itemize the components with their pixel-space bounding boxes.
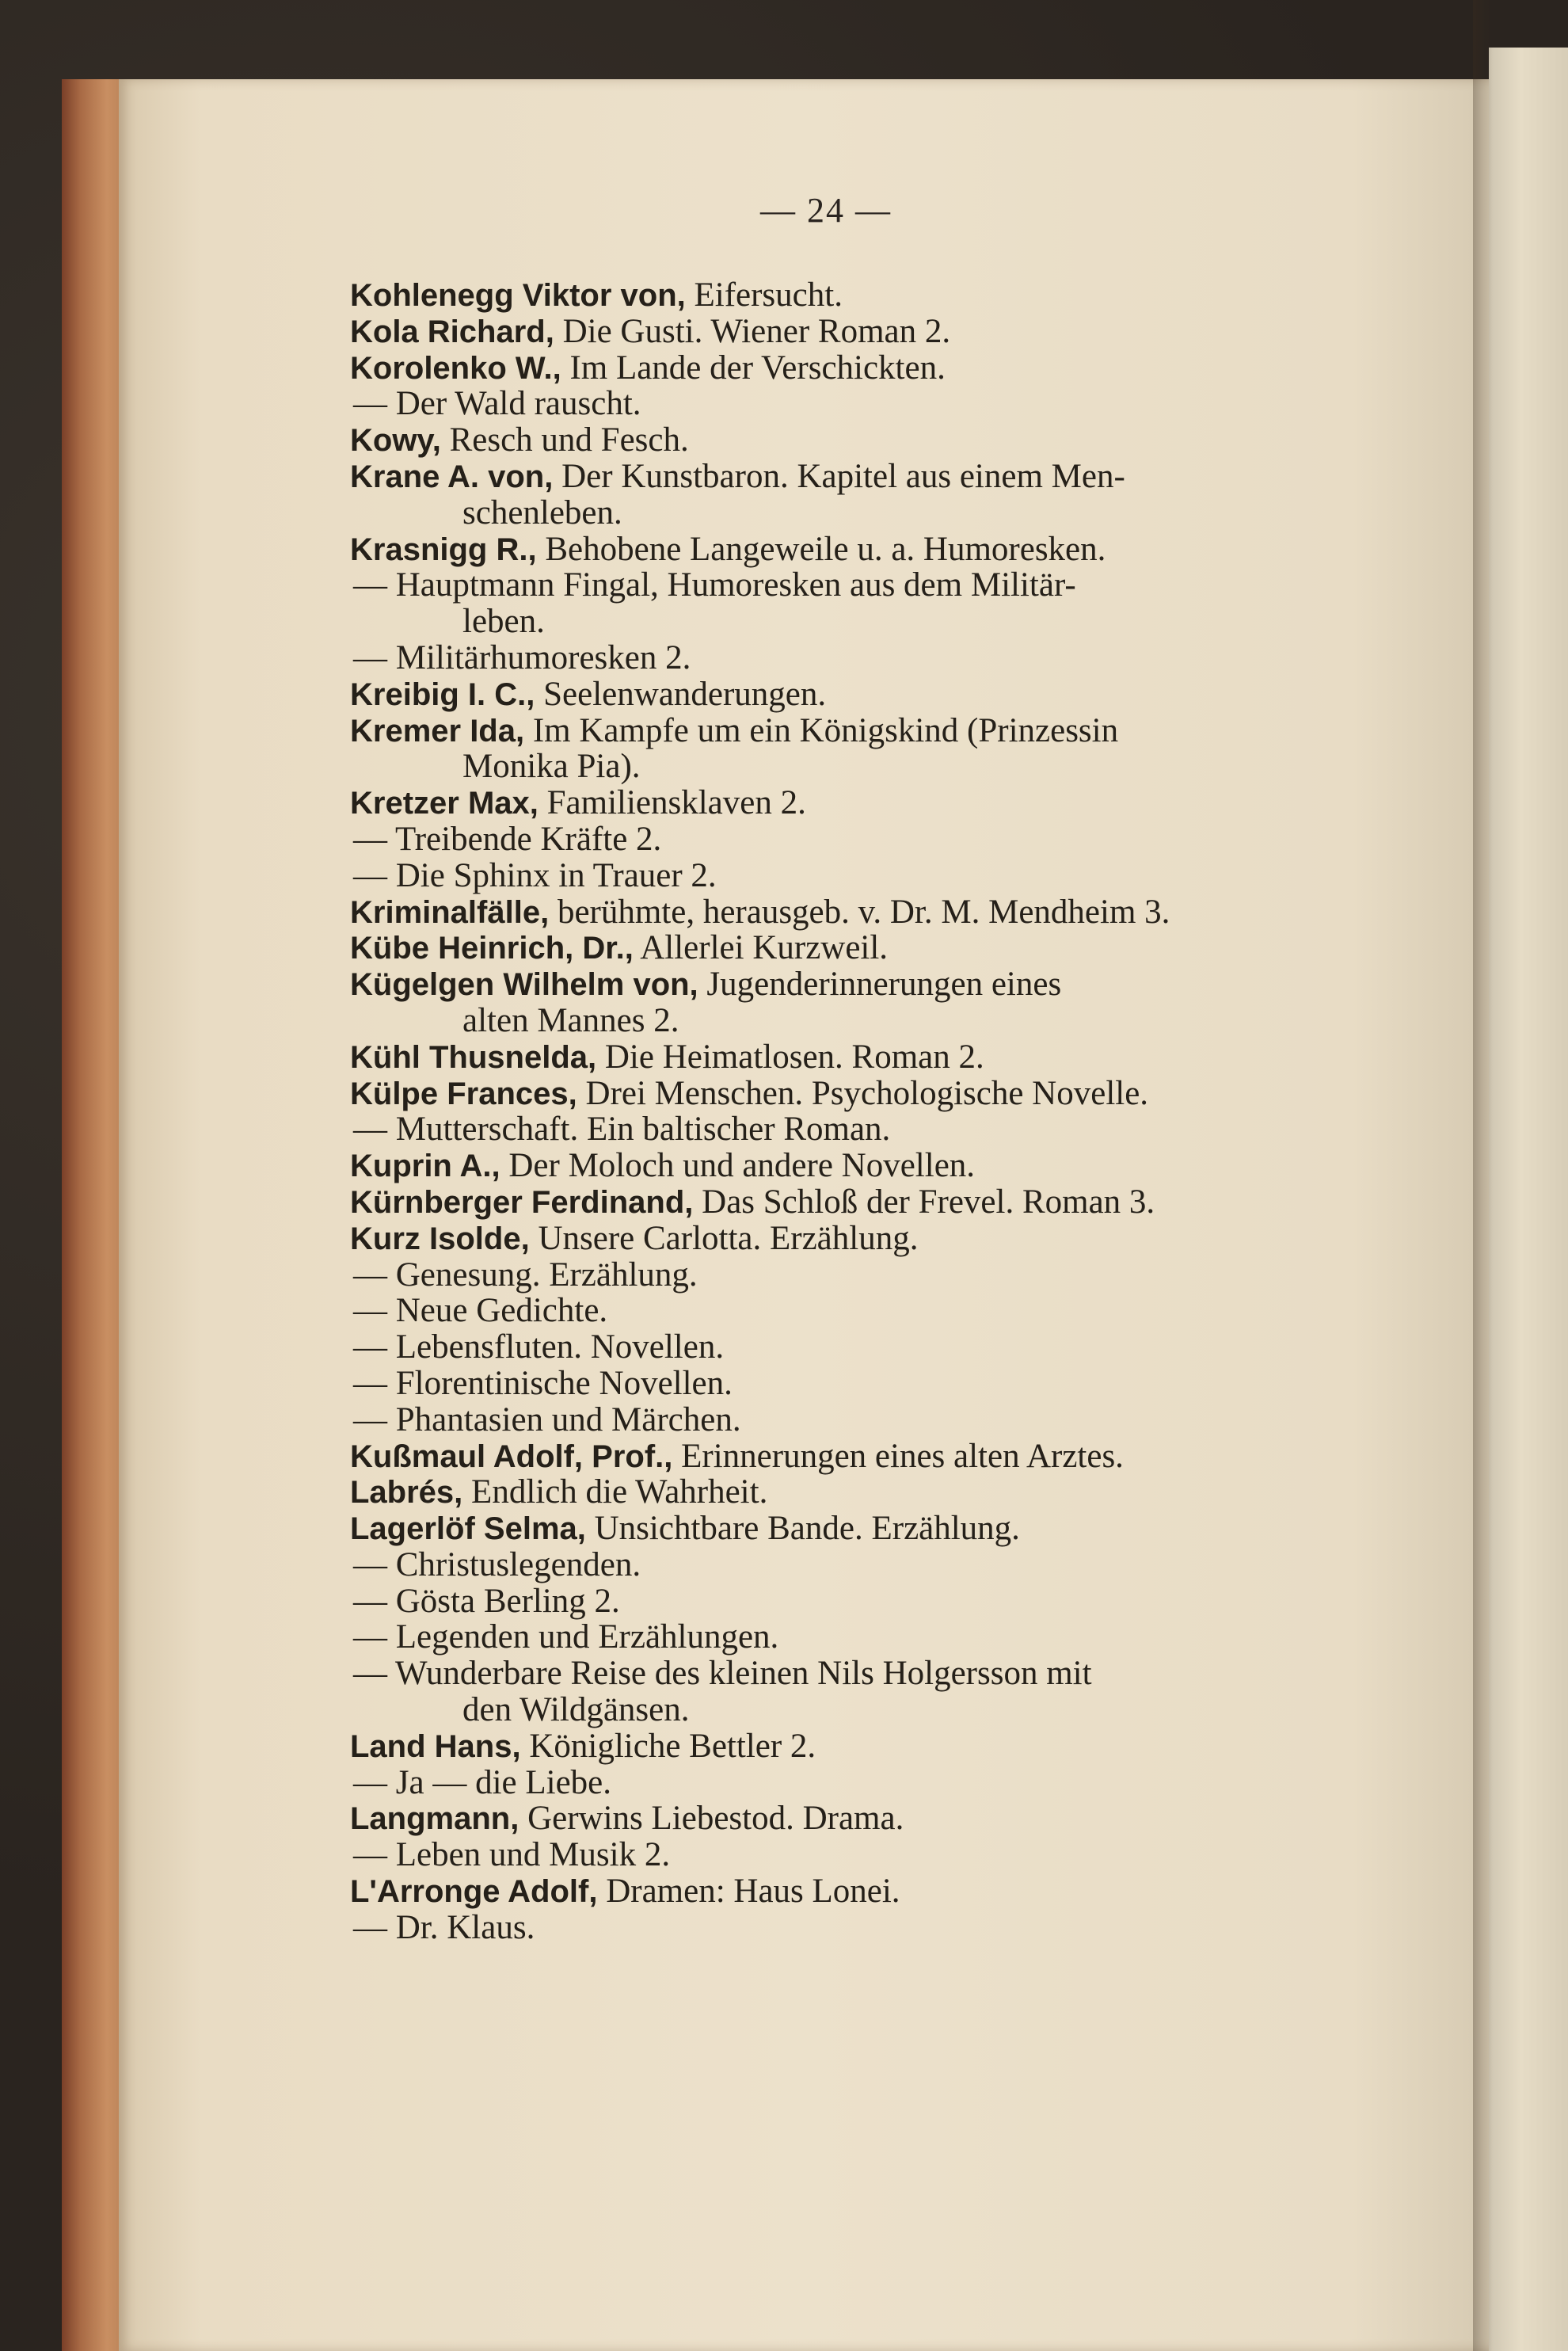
entry-text: Behobene Langeweile u. a. Humoresken. bbox=[536, 530, 1106, 568]
catalog-entry bbox=[350, 1728, 1380, 1765]
entry-text: — Der Wald rauscht. bbox=[353, 385, 641, 423]
entry-author: Kremer Ida, bbox=[350, 713, 525, 749]
catalog-entry bbox=[350, 640, 1380, 676]
entry-author: Land Hans, bbox=[350, 1728, 521, 1764]
entry-author: Kola Richard, bbox=[350, 314, 554, 349]
entry-text: Königliche Bettler 2. bbox=[520, 1727, 816, 1765]
catalog-entry bbox=[350, 1184, 1380, 1221]
catalog-entry bbox=[350, 386, 1380, 422]
catalog-entry bbox=[350, 422, 1380, 459]
entry-text: — Die Sphinx in Trauer 2. bbox=[353, 856, 717, 894]
entry-text: den Wildgänsen. bbox=[462, 1691, 690, 1729]
catalog-entry bbox=[350, 604, 1380, 640]
page-number: — 24 — bbox=[760, 191, 892, 230]
gutter-shadow bbox=[1473, 0, 1493, 2351]
entry-text: — Legenden und Erzählungen. bbox=[353, 1618, 779, 1656]
entry-text: berühmte, herausgeb. v. Dr. M. Mendheim 3. bbox=[549, 893, 1170, 931]
entry-text: — Mutterschaft. Ein baltischer Roman. bbox=[353, 1111, 891, 1149]
catalog-entry bbox=[350, 1329, 1380, 1366]
entry-author: Kohlenegg Viktor von, bbox=[350, 278, 686, 313]
entry-text: — Gösta Berling 2. bbox=[353, 1582, 620, 1620]
entry-author: Krasnigg R., bbox=[350, 532, 537, 567]
catalog-entry-list bbox=[350, 277, 1380, 1946]
entry-text: Jugenderinnerungen eines bbox=[698, 966, 1062, 1004]
entry-author: Kowy, bbox=[350, 423, 441, 459]
entry-author: Kußmaul Adolf, Prof., bbox=[350, 1438, 673, 1474]
entry-text: — Leben und Musik 2. bbox=[353, 1836, 671, 1874]
entry-text: — Christuslegenden. bbox=[353, 1545, 641, 1583]
entry-text: Endlich die Wahrheit. bbox=[462, 1473, 768, 1511]
entry-author: Langmann, bbox=[350, 1801, 519, 1837]
catalog-entry bbox=[350, 1547, 1380, 1583]
catalog-entry bbox=[350, 1293, 1380, 1329]
catalog-entry bbox=[350, 1873, 1380, 1910]
catalog-entry bbox=[350, 1837, 1380, 1873]
entry-text: Die Heimatlosen. Roman 2. bbox=[596, 1038, 984, 1076]
catalog-entry bbox=[350, 1765, 1380, 1801]
catalog-entry bbox=[350, 1910, 1380, 1946]
entry-author: L'Arronge Adolf, bbox=[350, 1874, 598, 1910]
entry-text: Resch und Fesch. bbox=[440, 421, 689, 459]
entry-text: schenleben. bbox=[462, 493, 622, 532]
entry-author: Kügelgen Wilhelm von, bbox=[350, 967, 698, 1003]
catalog-entry bbox=[350, 1221, 1380, 1257]
entry-text: — Treibende Kräfte 2. bbox=[353, 820, 662, 858]
catalog-entry bbox=[350, 713, 1380, 749]
entry-text: Monika Pia). bbox=[462, 748, 641, 786]
entry-author: Krane A. von, bbox=[350, 459, 554, 494]
entry-text: Drei Menschen. Psychologische Novelle. bbox=[577, 1074, 1149, 1112]
entry-author: Labrés, bbox=[350, 1475, 463, 1511]
entry-text: — Ja — die Liebe. bbox=[353, 1763, 611, 1801]
catalog-entry bbox=[350, 1511, 1380, 1547]
entry-text: — Militärhumoresken 2. bbox=[353, 638, 691, 676]
catalog-entry bbox=[350, 1148, 1380, 1184]
entry-author: Kreibig I. C., bbox=[350, 676, 535, 712]
entry-text: — Neue Gedichte. bbox=[353, 1292, 608, 1330]
entry-text: Allerlei Kurzweil. bbox=[633, 929, 889, 967]
entry-author: Kühl Thusnelda, bbox=[350, 1039, 597, 1075]
catalog-entry bbox=[350, 314, 1380, 350]
entry-author: Kurz Isolde, bbox=[350, 1221, 530, 1256]
catalog-entry bbox=[350, 821, 1380, 858]
entry-text: — Wunderbare Reise des kleinen Nils Holgersson mit bbox=[353, 1655, 1092, 1693]
entry-text: — Lebensfluten. Novellen. bbox=[353, 1328, 725, 1366]
catalog-entry bbox=[350, 1111, 1380, 1148]
entry-text: — Hauptmann Fingal, Humoresken aus dem Militär- bbox=[353, 566, 1076, 604]
entry-text: Gerwins Liebestod. Drama. bbox=[519, 1800, 904, 1838]
entry-author: Külpe Frances, bbox=[350, 1076, 577, 1111]
entry-text: Familiensklaven 2. bbox=[538, 784, 806, 822]
catalog-entry bbox=[350, 495, 1380, 532]
entry-text: Erinnerungen eines alten Arztes. bbox=[672, 1437, 1124, 1475]
catalog-entry bbox=[350, 532, 1380, 568]
catalog-entry bbox=[350, 1076, 1380, 1112]
catalog-entry bbox=[350, 930, 1380, 966]
entry-author: Lagerlöf Selma, bbox=[350, 1511, 586, 1547]
catalog-entry bbox=[350, 1257, 1380, 1294]
entry-author: Korolenko W., bbox=[350, 350, 561, 386]
entry-text: Im Kampfe um ein Königskind (Prinzessin bbox=[524, 711, 1119, 749]
entry-author: Kuprin A., bbox=[350, 1149, 500, 1184]
catalog-entry bbox=[350, 350, 1380, 387]
catalog-entry bbox=[350, 785, 1380, 821]
entry-text: Seelenwanderungen. bbox=[535, 675, 827, 713]
entry-author: Kriminalfälle, bbox=[350, 894, 550, 930]
entry-text: Eifersucht. bbox=[685, 276, 843, 314]
entry-text: Der Kunstbaron. Kapitel aus einem Men- bbox=[553, 457, 1125, 495]
catalog-entry bbox=[350, 1366, 1380, 1402]
entry-text: Unsere Carlotta. Erzählung. bbox=[529, 1219, 919, 1257]
catalog-entry bbox=[350, 1003, 1380, 1039]
entry-text: Der Moloch und andere Novellen. bbox=[500, 1147, 976, 1185]
catalog-entry bbox=[350, 1474, 1380, 1511]
catalog-entry bbox=[350, 858, 1380, 894]
entry-text: — Phantasien und Märchen. bbox=[353, 1400, 741, 1438]
catalog-entry bbox=[350, 749, 1380, 785]
entry-text: Das Schloß der Frevel. Roman 3. bbox=[693, 1183, 1155, 1221]
entry-text: alten Mannes 2. bbox=[462, 1001, 679, 1039]
catalog-entry bbox=[350, 567, 1380, 604]
entry-text: Die Gusti. Wiener Roman 2. bbox=[554, 312, 951, 350]
entry-text: leben. bbox=[462, 603, 545, 641]
entry-author: Kürnberger Ferdinand, bbox=[350, 1184, 694, 1220]
catalog-entry bbox=[350, 277, 1380, 314]
catalog-entry bbox=[350, 966, 1380, 1003]
catalog-entry bbox=[350, 894, 1380, 931]
entry-text: Unsichtbare Bande. Erzählung. bbox=[585, 1510, 1020, 1548]
entry-text: — Florentinische Novellen. bbox=[353, 1364, 733, 1402]
catalog-entry bbox=[350, 459, 1380, 495]
adjacent-page-edge bbox=[1489, 48, 1568, 2351]
entry-text: — Dr. Klaus. bbox=[353, 1908, 535, 1946]
entry-text: Dramen: Haus Lonei. bbox=[597, 1873, 900, 1911]
catalog-entry bbox=[350, 1583, 1380, 1620]
catalog-entry bbox=[350, 676, 1380, 713]
entry-text: Im Lande der Verschickten. bbox=[561, 349, 946, 387]
catalog-entry bbox=[350, 1039, 1380, 1076]
catalog-entry bbox=[350, 1619, 1380, 1656]
catalog-entry bbox=[350, 1692, 1380, 1728]
entry-text: — Genesung. Erzählung. bbox=[353, 1256, 698, 1294]
catalog-entry bbox=[350, 1656, 1380, 1692]
entry-author: Kübe Heinrich, Dr., bbox=[350, 931, 634, 966]
catalog-entry bbox=[350, 1800, 1380, 1837]
catalog-entry bbox=[350, 1438, 1380, 1475]
catalog-entry bbox=[350, 1402, 1380, 1438]
entry-author: Kretzer Max, bbox=[350, 786, 539, 821]
